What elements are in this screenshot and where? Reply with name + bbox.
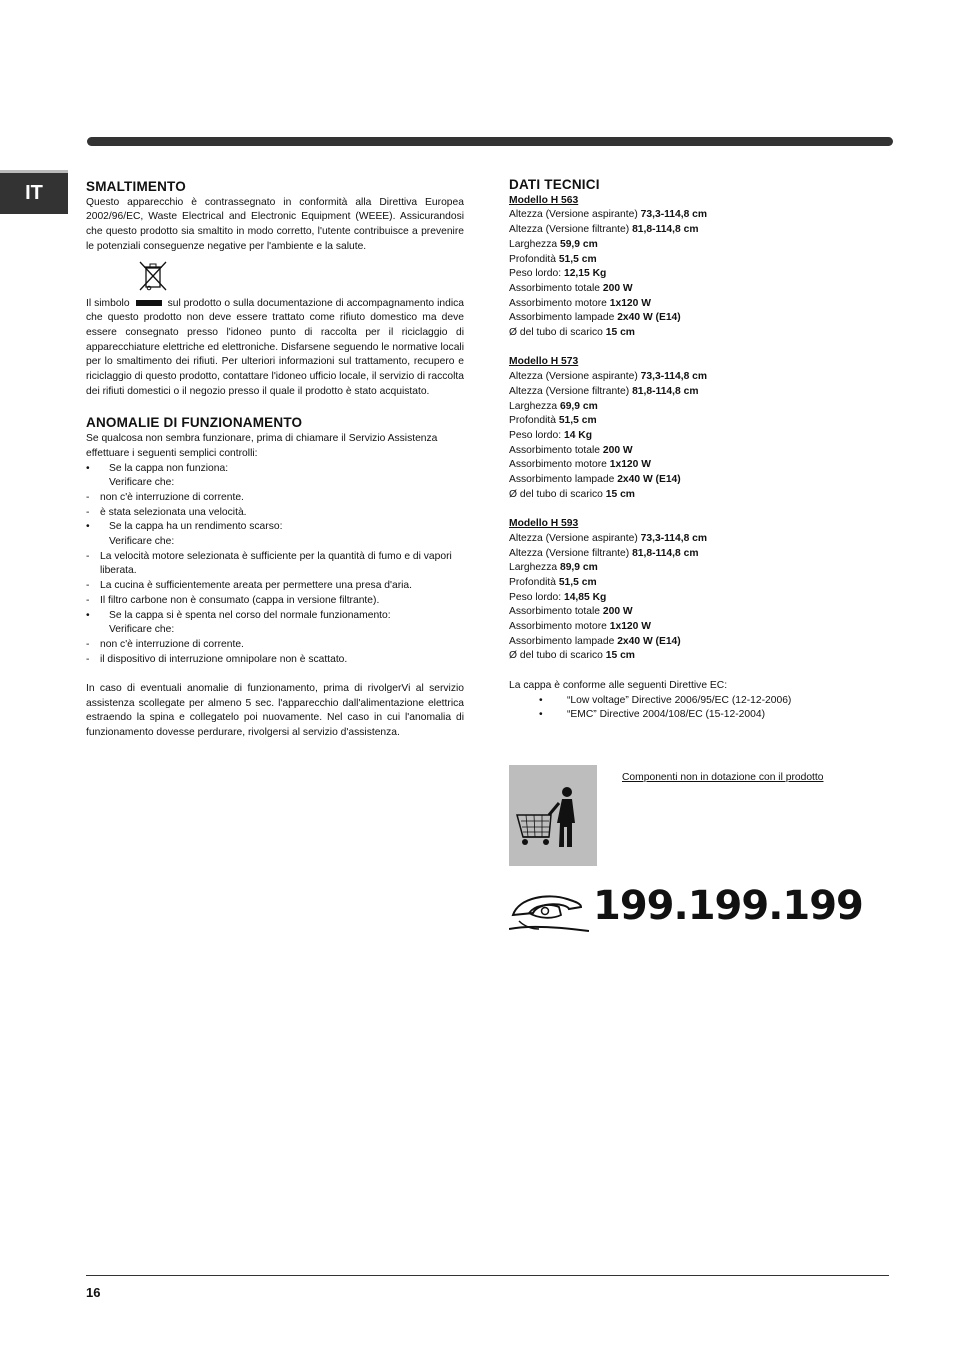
- spec-row: [509, 238, 869, 253]
- check-subitem: - è stata selezionata una velocità.: [86, 506, 464, 521]
- spec-label: Assorbimento lampade: [509, 635, 615, 647]
- spec-row: [509, 400, 869, 415]
- spec-value: 14 Kg: [563, 429, 593, 441]
- anomalie-list: [86, 462, 464, 668]
- models-container: [509, 194, 869, 679]
- spec-value: 15 cm: [605, 327, 635, 339]
- spec-value: 1x120 W: [609, 621, 651, 633]
- dati-title: DATI TECNICI: [509, 177, 600, 192]
- spec-row: [509, 649, 869, 664]
- spec-row: [509, 576, 869, 591]
- spec-value: 51,5 cm: [558, 415, 597, 427]
- anomalie-intro: Se qualcosa non sembra funzionare, prima di chiamare il Servizio Assistenza effettuare i seguenti semplici controlli:: [86, 433, 438, 459]
- check-subitem: - Il filtro carbone non è consumato (cappa in versione filtrante).: [86, 594, 464, 609]
- spec-row: [509, 605, 869, 620]
- smaltimento-paragraph-1: Questo apparecchio è contrassegnato in conformità alla Direttiva Europea 2002/96/EC, Waste Electrical and Electronic Equipment (WEEE). Assicurandosi che questo prodotto sia smaltito in modo corretto, l'utente contribuisce a prevenire le potenziali conseguenze negative per l'ambiente e la salute.: [86, 196, 464, 252]
- directive-item: • “Low voltage” Directive 2006/95/EC (12-12-2006): [539, 694, 869, 709]
- black-bar-symbol-icon: [136, 300, 162, 306]
- spec-row: [509, 635, 869, 650]
- anomalie-title: ANOMALIE DI FUNZIONAMENTO: [86, 415, 303, 431]
- spec-value: 15 cm: [605, 650, 635, 662]
- spec-label: Assorbimento lampade: [509, 312, 615, 324]
- spec-row: [509, 561, 869, 576]
- model-block: [509, 355, 869, 517]
- telephone-icon: [509, 885, 589, 933]
- spec-row: [509, 473, 869, 488]
- spec-value: 2x40 W (E14): [617, 312, 681, 324]
- spec-label: Altezza (Versione filtrante): [509, 224, 630, 236]
- spec-value: 200 W: [602, 444, 633, 456]
- spec-label: Assorbimento totale: [509, 606, 601, 618]
- spec-label: Assorbimento motore: [509, 621, 607, 633]
- spec-label: Altezza (Versione aspirante): [509, 532, 638, 544]
- spec-label: Assorbimento totale: [509, 444, 601, 456]
- spec-value: 200 W: [602, 282, 633, 294]
- spec-label: Profondità: [509, 253, 556, 265]
- spec-value: 59,9 cm: [559, 238, 598, 250]
- model-block: [509, 194, 869, 356]
- spec-value: 1x120 W: [609, 459, 651, 471]
- spec-label: Assorbimento motore: [509, 297, 607, 309]
- crossed-out-bin-icon: [136, 259, 170, 293]
- anomalie-item: [86, 609, 464, 668]
- spec-row: [509, 591, 869, 606]
- top-divider-bar: [87, 137, 893, 146]
- components-label: Componenti non in dotazione con il prodotto: [622, 772, 824, 783]
- spec-row: [509, 370, 869, 385]
- smaltimento-section: [86, 180, 464, 399]
- check-subitem: - non c'è interruzione di corrente.: [86, 638, 464, 653]
- check-label: Verificare che:: [109, 624, 175, 636]
- spec-value: 2x40 W (E14): [617, 474, 681, 486]
- spec-label: Altezza (Versione filtrante): [509, 547, 630, 559]
- shopping-cart-person-icon: [509, 765, 597, 866]
- spec-row: [509, 429, 869, 444]
- spec-label: Profondità: [509, 576, 556, 588]
- spec-value: 14,85 Kg: [563, 591, 607, 603]
- spec-row: [509, 385, 869, 400]
- anomalie-item-label: • Se la cappa non funziona:: [109, 462, 229, 474]
- spec-value: 73,3-114,8 cm: [640, 209, 708, 221]
- spec-row: [509, 282, 869, 297]
- spec-row: [509, 488, 869, 503]
- spec-row: [509, 532, 869, 547]
- spec-row: [509, 326, 869, 341]
- left-column: [86, 180, 464, 741]
- anomalie-item-label: • Se la cappa ha un rendimento scarso:: [109, 521, 283, 533]
- anomalie-closing: In caso di eventuali anomalie di funzionamento, prima di rivolgerVi al servizio assistenza scollegate per almeno 5 sec. l'apparecchio dall'alimentazione elettrica estraendo la spina e collegatelo poi nuovamente. Nel caso in cui l'anomalia di funzionamento dovesse perdurare, rivolgersi al servizio d'assistenza.: [86, 683, 464, 739]
- spec-label: Ø del tubo di scarico: [509, 327, 603, 339]
- check-sublist: [86, 638, 464, 667]
- model-title: Modello H 563: [509, 194, 579, 206]
- spec-row: [509, 620, 869, 635]
- spec-value: 12,15 Kg: [563, 268, 607, 280]
- spec-value: 200 W: [602, 606, 633, 618]
- spec-label: Altezza (Versione aspirante): [509, 371, 638, 383]
- anomalie-item-label: • Se la cappa si è spenta nel corso del normale funzionamento:: [109, 609, 391, 621]
- spec-label: Altezza (Versione aspirante): [509, 209, 638, 221]
- shopping-cart-person-graphic: [509, 765, 597, 866]
- spec-label: Assorbimento motore: [509, 459, 607, 471]
- language-code: IT: [25, 182, 43, 204]
- spec-value: 81,8-114,8 cm: [632, 547, 699, 559]
- spec-value: 73,3-114,8 cm: [640, 371, 708, 383]
- model-block: [509, 517, 869, 679]
- spec-row: [509, 208, 869, 223]
- spec-row: [509, 223, 869, 238]
- anomalie-section: [86, 416, 464, 740]
- spec-value: 51,5 cm: [558, 253, 597, 265]
- smaltimento-paragraph-2: [86, 297, 464, 400]
- spec-row: [509, 444, 869, 459]
- spec-row: [509, 458, 869, 473]
- symbol-text-before: Il simbolo: [86, 297, 130, 309]
- bottom-divider: [86, 1275, 889, 1276]
- spec-value: 81,8-114,8 cm: [632, 385, 699, 397]
- language-tab: [0, 170, 68, 214]
- phone-banner: [509, 883, 863, 935]
- spec-label: Larghezza: [509, 562, 558, 574]
- spec-label: Ø del tubo di scarico: [509, 488, 603, 500]
- spec-label: Altezza (Versione filtrante): [509, 385, 630, 397]
- directives-list: [509, 694, 869, 723]
- spec-label: Assorbimento lampade: [509, 474, 615, 486]
- directives-intro: La cappa è conforme alle seguenti Direttive EC:: [509, 679, 728, 691]
- spec-row: [509, 267, 869, 282]
- spec-row: [509, 253, 869, 268]
- spec-label: Larghezza: [509, 400, 558, 412]
- check-subitem: - La cucina è sufficientemente areata per permettere una presa d'aria.: [86, 579, 464, 594]
- model-title: Modello H 593: [509, 518, 579, 530]
- spec-row: [509, 297, 869, 312]
- phone-number: 199.199.199: [593, 883, 863, 929]
- spec-value: 69,9 cm: [559, 400, 598, 412]
- check-sublist: [86, 491, 464, 520]
- spec-value: 1x120 W: [609, 297, 651, 309]
- spec-label: Profondità: [509, 415, 556, 427]
- directive-item: • “EMC” Directive 2004/108/EC (15-12-2004): [539, 708, 869, 723]
- spec-label: Ø del tubo di scarico: [509, 650, 603, 662]
- anomalie-item: [86, 462, 464, 521]
- right-column: [509, 178, 869, 723]
- smaltimento-title: SMALTIMENTO: [86, 179, 186, 194]
- spec-label: Assorbimento totale: [509, 282, 601, 294]
- check-subitem: - La velocità motore selezionata è sufficiente per la quantità di fumo e di vapori liberata.: [86, 550, 464, 579]
- spec-value: 51,5 cm: [558, 576, 597, 588]
- spec-label: Peso lordo:: [509, 591, 562, 603]
- model-title: Modello H 573: [509, 356, 579, 368]
- spec-value: 2x40 W (E14): [617, 635, 681, 647]
- spec-label: Peso lordo:: [509, 268, 562, 280]
- check-label: Verificare che:: [109, 536, 175, 548]
- spec-row: [509, 547, 869, 562]
- spec-value: 15 cm: [605, 488, 635, 500]
- page-number: 16: [86, 1285, 101, 1300]
- spec-value: 73,3-114,8 cm: [640, 532, 708, 544]
- check-label: Verificare che:: [109, 477, 175, 489]
- spec-label: Peso lordo:: [509, 429, 562, 441]
- symbol-text-after: sul prodotto o sulla documentazione di accompagnamento indica che questo prodotto non deve essere trattato come rifiuto domestico ma deve essere consegnato presso l'idoneo punto di raccolta per il riciclaggio di apparecchiature elettriche ed elettroniche. Disfarsene seguendo le normative locali per lo smaltimento dei rifiuti. Per ulteriori informazioni sul trattamento, recupero e riciclaggio di questo prodotto, contattare l'idoneo ufficio locale, il servizio di raccolta dei rifiuti domestici o il negozio presso il quale il prodotto è stato acquistato.: [86, 297, 464, 397]
- check-subitem: - non c'è interruzione di corrente.: [86, 491, 464, 506]
- spec-row: [509, 414, 869, 429]
- check-subitem: - il dispositivo di interruzione omnipolare non è scattato.: [86, 653, 464, 668]
- spec-row: [509, 311, 869, 326]
- spec-value: 81,8-114,8 cm: [632, 224, 699, 236]
- spec-value: 89,9 cm: [559, 562, 598, 574]
- check-sublist: [86, 550, 464, 609]
- anomalie-item: [86, 520, 464, 608]
- spec-label: Larghezza: [509, 238, 558, 250]
